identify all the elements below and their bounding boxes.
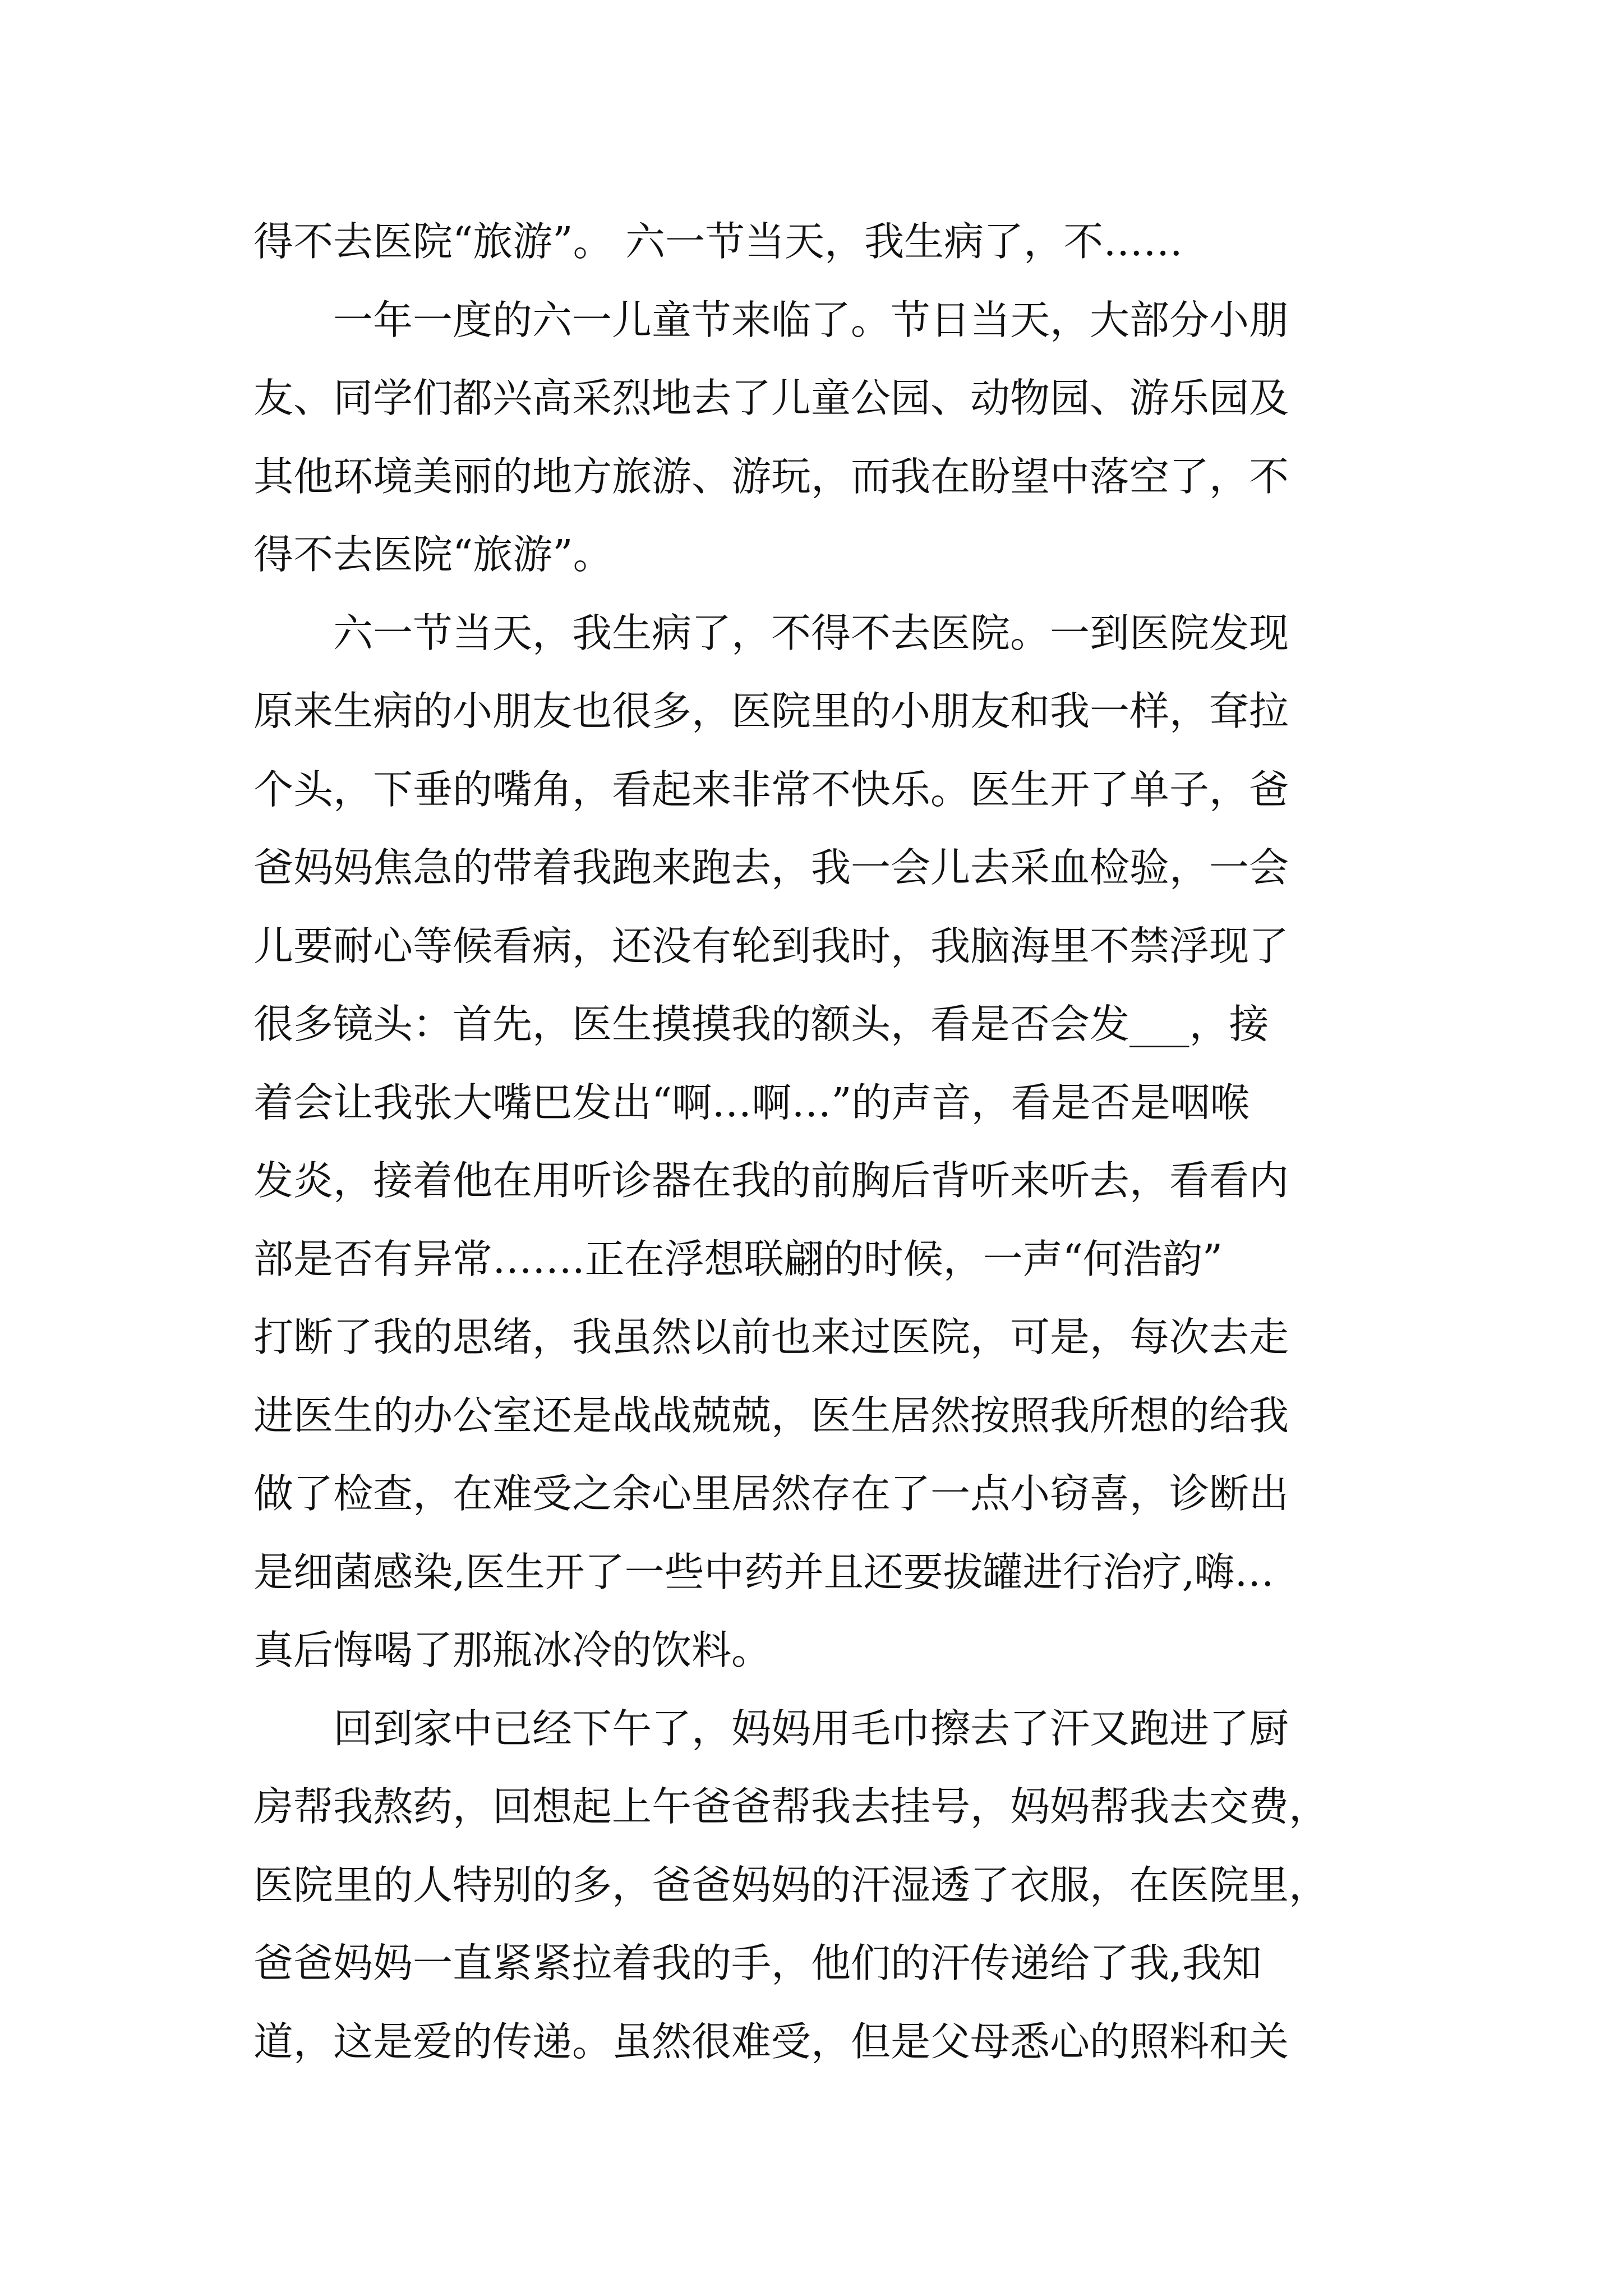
text-line: 真后悔喝了那瓶冰冷的饮料。	[253, 1627, 772, 1673]
text-line: 个头，下垂的嘴角，看起来非常不快乐。医生开了单子，爸	[253, 766, 1289, 813]
text-line: 爸妈妈焦急的带着我跑来跑去，我一会儿去采血检验，一会	[253, 844, 1289, 891]
text-line: 爸爸妈妈一直紧紧拉着我的手，他们的汗传递给了我,我知	[253, 1940, 1262, 1986]
text-line: 很多镜头：首先，医生摸摸我的额头，看是否会发___，接	[253, 1001, 1269, 1047]
text-line: 得不去医院“旅游”。	[253, 531, 613, 578]
text-line: 儿要耐心等候看病，还没有轮到我时，我脑海里不禁浮现了	[253, 923, 1289, 969]
text-line: 部是否有异常…….正在浮想联翩的时候，一声“何浩韵”	[253, 1236, 1223, 1282]
text-line: 友、同学们都兴高采烈地去了儿童公园、动物园、游乐园及	[253, 375, 1289, 421]
text-line: 其他环境美丽的地方旅游、游玩，而我在盼望中落空了，不	[253, 453, 1289, 500]
text-line: 原来生病的小朋友也很多，医院里的小朋友和我一样，耷拉	[253, 688, 1289, 734]
text-line: 回到家中已经下午了，妈妈用毛巾擦去了汗又跑进了厨	[253, 1705, 1289, 1752]
text-line: 打断了我的思绪，我虽然以前也来过医院，可是，每次去走	[253, 1314, 1289, 1360]
text-line: 医院里的人特别的多，爸爸妈妈的汗湿透了衣服，在医院里，	[253, 1862, 1329, 1908]
text-line: 道，这是爱的传递。虽然很难受，但是父母悉心的照料和关	[253, 2018, 1289, 2065]
text-line: 着会让我张大嘴巴发出“啊…啊…”的声音，看是否是咽喉	[253, 1079, 1250, 1126]
text-line: 六一节当天，我生病了，不得不去医院。一到医院发现	[253, 610, 1289, 656]
text-line: 得不去医院“旅游”。 六一节当天，我生病了，不……	[253, 218, 1183, 265]
text-line: 一年一度的六一儿童节来临了。节日当天，大部分小朋	[253, 297, 1289, 343]
text-line: 进医生的办公室还是战战兢兢，医生居然按照我所想的给我	[253, 1392, 1289, 1439]
text-line: 做了检查，在难受之余心里居然存在了一点小窃喜，诊断出	[253, 1470, 1289, 1517]
text-line: 房帮我熬药，回想起上午爸爸帮我去挂号，妈妈帮我去交费，	[253, 1783, 1329, 1830]
text-line: 是细菌感染,医生开了一些中药并且还要拔罐进行治疗,嗨…	[253, 1549, 1275, 1595]
text-line: 发炎，接着他在用听诊器在我的前胸后背听来听去，看看内	[253, 1157, 1289, 1204]
